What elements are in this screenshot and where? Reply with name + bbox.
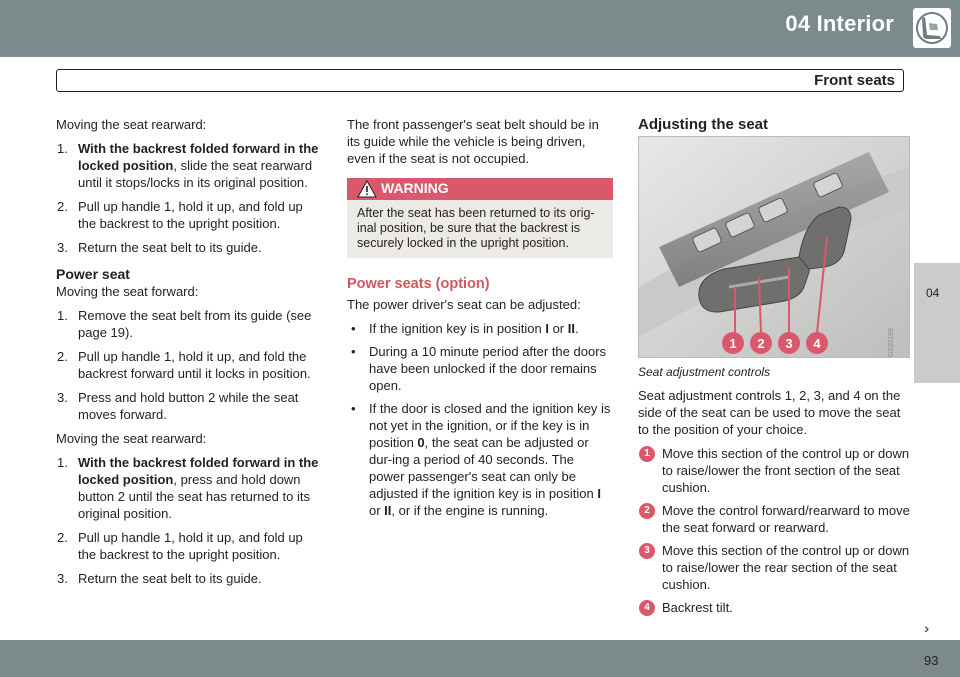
chapter-title: 04 Interior [785,11,894,36]
warning-text: After the seat has been returned to its orig-inal position, be sure that the backrest is securely locked in the upright position. [357,206,595,250]
list-item: 1. With the backrest folded forward in the locked position, press and hold down button 2 until the seat has returned to its original position. [57,455,319,521]
passenger-belt-text: The front passenger's seat belt should be in its guide while the vehicle is being driven, even if the seat is not occupied. [347,117,599,166]
chapter-tab-label: 04 [926,286,940,300]
svg-text:4: 4 [813,336,821,351]
column-2 [347,116,613,525]
svg-text:1: 1 [729,336,737,351]
list-item: 1. Remove the seat belt from its guide (see page 19). [57,308,312,340]
chapter-side-tab [914,263,960,383]
list-item: • If the ignition key is in position I or II. [347,320,613,337]
section-header [56,69,904,92]
warning-triangle-icon [357,180,377,198]
list-item: 3. Return the seat belt to its guide. [57,240,262,255]
intro-forward: Moving the seat forward: [56,284,199,299]
number-badge: 1 [639,446,655,462]
list-item: 3. Press and hold button 2 while the seat moves forward. [57,390,299,422]
list-item: 3. Return the seat belt to its guide. [57,571,262,586]
footer-bar [0,640,960,677]
header-bar [0,0,960,57]
figure-caption: Seat adjustment controls [638,365,771,379]
list-item: 1. With the backrest folded forward in the locked position, slide the seat rearward until it stops/locks in its original position. [57,141,319,190]
number-badge: 2 [639,503,655,519]
number-badge: 4 [639,600,655,616]
power-seats-heading: Power seats (option) [347,276,490,292]
list-item: 4 Backrest tilt. [638,599,910,616]
list-item: 2. Pull up handle 1, hold it up, and fold up the backrest to the upright position. [57,199,303,231]
seat-controls-figure [638,136,910,358]
warning-box [347,178,613,258]
figure-code: G020199 [888,328,895,357]
adjusting-intro: Seat adjustment controls 1, 2, 3, and 4 on the side of the seat can be used to move the seat to the position of your choice. [638,388,901,437]
next-page-arrows: ›› [924,620,926,636]
power-seats-intro: The power driver's seat can be adjusted: [347,297,581,312]
intro-rearward: Moving the seat rearward: [56,117,207,132]
list-item: 3 Move this section of the control up or down to raise/lower the rear section of the seat cushion. [638,542,910,593]
page-number: 93 [924,653,939,668]
adjusting-seat-heading: Adjusting the seat [638,116,769,133]
seat-chapter-icon [913,8,951,48]
list-item: 1 Move this section of the control up or down to raise/lower the front section of the seat cushion. [638,445,910,496]
seat-controls-illustration [639,137,910,358]
column-1 [56,116,322,594]
list-item: 2. Pull up handle 1, hold it up, and fold up the backrest to the upright position. [57,530,303,562]
svg-text:3: 3 [785,336,793,351]
warning-title: WARNING [381,180,449,196]
list-item: 2. Pull up handle 1, hold it up, and fold the backrest forward until it locks in position. [57,349,311,381]
power-seat-heading: Power seat [56,266,130,282]
list-item: • During a 10 minute period after the doors have been unlocked if the door remains open. [347,343,613,394]
svg-text:2: 2 [757,336,765,351]
list-item: 2 Move the control forward/rearward to move the seat forward or rearward. [638,502,910,536]
section-title: Front seats [814,72,895,89]
list-item: • If the door is closed and the ignition key is not yet in the ignition, or if the key is in position 0, the seat can be adjusted or dur-ing a period of 40 seconds. The power passenger's seat can only be adjusted if the ignition key is in position I or II, or if the engine is running. [347,400,613,519]
warning-header [347,178,613,200]
intro-rearward-2: Moving the seat rearward: [56,431,207,446]
number-badge: 3 [639,543,655,559]
column-3 [638,116,910,622]
